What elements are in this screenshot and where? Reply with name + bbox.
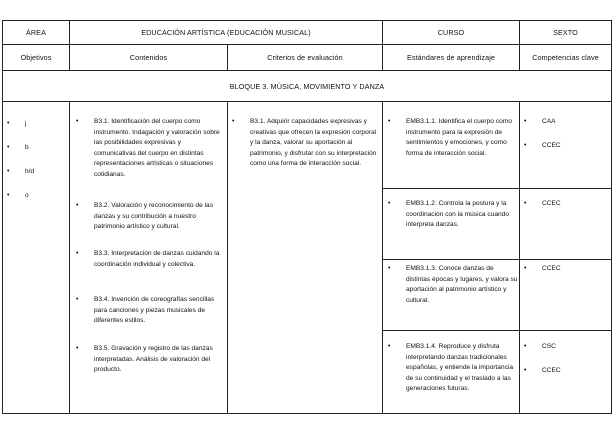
subject-title: EDUCACIÓN ARTÍSTICA (EDUCACIÓN MUSICAL) xyxy=(70,20,383,45)
list-item: • CCEC xyxy=(524,199,608,210)
bullet-icon: • xyxy=(7,120,10,127)
list-item: • B3.1. Identificación del cuerpo como instrumento. Indagación y valoración sobre las posibilidades expresivas y comunicativas del cuerpo en distintas representaciones artísticas o situaciones cotidianas. xyxy=(76,118,220,178)
bullet-icon: • xyxy=(524,265,527,272)
area-label: ÁREA xyxy=(2,20,70,45)
bullet-icon: • xyxy=(388,200,391,207)
estandar-cell xyxy=(383,260,520,331)
bullet-icon: • xyxy=(388,343,391,350)
list-item: • B3.1. Adquirir capacidades expresivas y creativas que ofrecen la expresión corporal y la danza, valorar su aportación al patrimonio, y disfrutar con su interpretación como una forma de interacción social. xyxy=(232,118,377,168)
list-item: • h/d xyxy=(7,167,67,178)
column-header-criterios: Criterios de evaluación xyxy=(228,45,383,71)
bullet-icon: • xyxy=(76,118,79,125)
list-item: • j xyxy=(7,119,67,130)
curriculum-table xyxy=(2,20,612,414)
competencias-cell xyxy=(520,260,612,331)
list-item: • EMB3.1.3. Conoce danzas de distintas épocas y lugares, y valora su aportación al patrimonio artístico y cultural. xyxy=(388,265,518,304)
list-item: • B3.3. Interpretación de danzas cuidando la coordinación individual y colectiva. xyxy=(76,250,220,268)
list-item: • EMB3.1.2. Controla la postura y la coordinación con la música cuando interpreta danzas. xyxy=(388,200,509,229)
block-title: BLOQUE 3. MÚSICA, MOVIMIENTO Y DANZA xyxy=(2,71,612,102)
objetivos-cell xyxy=(2,102,70,414)
competencias-cell xyxy=(520,189,612,260)
list-item: • CCEC xyxy=(524,141,608,152)
bullet-icon: • xyxy=(7,168,10,175)
list-item: • B3.2. Valoración y reconocimiento de las danzas y su contribución a nuestro patrimonio artístico y cultural. xyxy=(76,202,213,231)
list-item: • CAA xyxy=(524,117,608,128)
list-item: • B3.5. Gravación y registro de las danzas interpretadas. Análisis de valoración del producto. xyxy=(76,345,213,374)
estandar-cell xyxy=(383,189,520,260)
column-header-contenidos: Contenidos xyxy=(70,45,228,71)
list-item: • B3.4. Invención de coreografías sencillas para canciones y piezas musicales de diferentes estilos. xyxy=(76,296,215,325)
list-item: • CCEC xyxy=(524,366,608,377)
column-header-objetivos: Objetivos xyxy=(2,45,70,71)
criterios-cell xyxy=(228,102,383,414)
list-item: • CSC xyxy=(524,342,608,353)
column-header-estandares: Estándares de aprendizaje xyxy=(383,45,520,71)
list-item: • CCEC xyxy=(524,264,608,275)
bullet-icon: • xyxy=(7,144,10,151)
list-item: • EMB3.1.1. Identifica el cuerpo como instrumento para la expresión de sentimientos y emociones, y como forma de interacción social. xyxy=(388,118,512,157)
estandar-cell xyxy=(383,331,520,414)
contenidos-cell xyxy=(70,102,228,414)
bullet-icon: • xyxy=(76,296,79,303)
estandar-cell xyxy=(383,102,520,189)
list-item: • EMB3.1.4. Reproduce y disfruta interpretando danzas tradicionales españolas, y entiende la importancia de su continuidad y el traslado a las generaciones futuras. xyxy=(388,343,514,393)
bullet-icon: • xyxy=(76,345,79,352)
bullet-icon: • xyxy=(388,118,391,125)
curso-label: CURSO xyxy=(383,20,520,45)
bullet-icon: • xyxy=(76,202,79,209)
bullet-icon: • xyxy=(524,142,527,149)
bullet-icon: • xyxy=(388,265,391,272)
bullet-icon: • xyxy=(7,192,10,199)
competencias-cell xyxy=(520,331,612,414)
bullet-icon: • xyxy=(524,343,527,350)
bullet-icon: • xyxy=(232,118,235,125)
list-item: • b xyxy=(7,143,67,154)
bullet-icon: • xyxy=(524,200,527,207)
bullet-icon: • xyxy=(76,250,79,257)
competencias-cell xyxy=(520,102,612,189)
curso-value: SEXTO xyxy=(520,20,612,45)
list-item: • o xyxy=(7,191,67,202)
bullet-icon: • xyxy=(524,367,527,374)
bullet-icon: • xyxy=(524,118,527,125)
column-header-competencias: Competencias clave xyxy=(520,45,612,71)
